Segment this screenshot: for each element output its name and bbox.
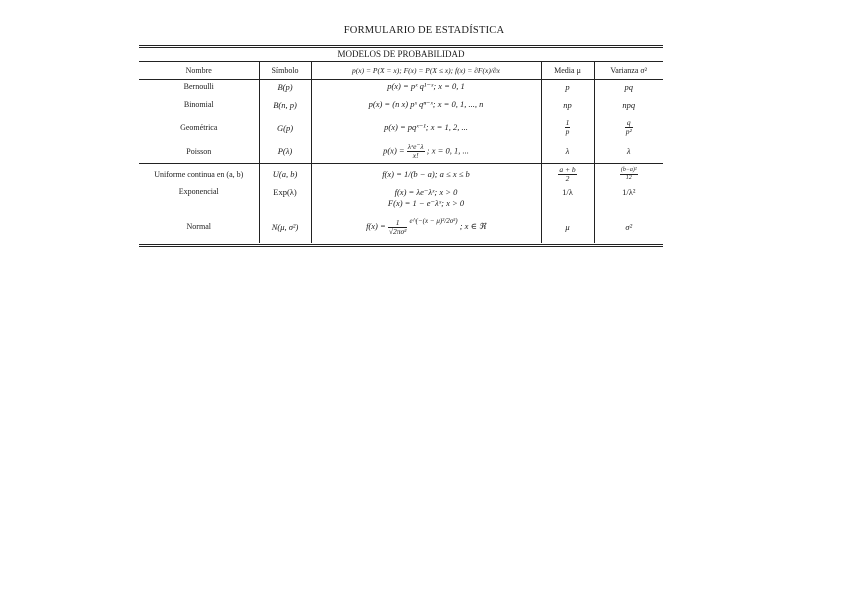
page-title: FORMULARIO DE ESTADÍSTICA	[343, 25, 505, 36]
formula-denominator: x!	[412, 150, 419, 160]
table-row	[139, 116, 663, 140]
row-formula: p(x) = pˣ q¹⁻ˣ; x = 0, 1	[311, 80, 541, 94]
row-media	[541, 116, 594, 140]
formula-denominator: √2πσ²	[388, 226, 407, 236]
row-varianza: λ	[594, 140, 663, 164]
varianza-numerator: (b−a)²	[620, 166, 637, 173]
media-numerator: 1	[565, 118, 570, 127]
table-row	[139, 185, 663, 211]
row-media: λ	[541, 140, 594, 164]
formula-prefix: p(x) =	[383, 145, 405, 156]
row-media: 1/λ	[541, 185, 594, 211]
table-row	[139, 211, 663, 243]
header-nombre: Nombre	[139, 62, 259, 80]
varianza-denominator: 12	[625, 174, 632, 181]
formula-prefix: f(x) =	[366, 221, 386, 232]
formula-numerator: λˣe⁻λ	[407, 141, 424, 151]
header-simbolo: Símbolo	[259, 62, 311, 80]
varianza-denominator: p²	[625, 127, 632, 136]
row-simbolo: Exp(λ)	[259, 185, 311, 211]
row-formula: p(x) = pqˣ⁻¹; x = 1, 2, ...	[311, 116, 541, 140]
row-formula	[311, 185, 541, 211]
media-denominator: p	[565, 127, 570, 136]
table-row	[139, 80, 663, 94]
row-varianza: npq	[594, 94, 663, 116]
row-formula	[311, 140, 541, 164]
row-nombre: Binomial	[183, 100, 214, 109]
row-simbolo: B(p)	[259, 80, 311, 94]
formula-numerator: 1	[388, 219, 408, 228]
row-media: np	[541, 94, 594, 116]
row-simbolo: B(n, p)	[259, 94, 311, 116]
row-simbolo: P(λ)	[259, 140, 311, 164]
formula-suffix: ; x ∈ ℜ	[459, 221, 486, 232]
row-media: μ	[541, 211, 594, 243]
row-nombre: Geométrica	[180, 123, 218, 132]
formula-line-1: f(x) = λe⁻λˣ; x > 0	[394, 186, 458, 197]
probability-models-table	[139, 45, 663, 247]
bottom-double-rule	[139, 244, 663, 247]
table-caption: MODELOS DE PROBABILIDAD	[337, 49, 465, 59]
header-row	[139, 62, 663, 80]
row-nombre: Poisson	[186, 146, 212, 156]
row-simbolo: G(p)	[259, 116, 311, 140]
header-media: Media μ	[541, 62, 594, 80]
row-varianza: 1/λ²	[594, 185, 663, 211]
row-varianza	[594, 116, 663, 140]
row-formula: p(x) = (n x) pˣ qⁿ⁻ˣ; x = 0, 1, ..., n	[311, 94, 541, 116]
row-formula: f(x) = 1/(b − a); a ≤ x ≤ b	[311, 164, 541, 185]
row-nombre: Bernoulli	[183, 82, 214, 92]
media-numerator: a + b	[559, 164, 576, 174]
row-varianza	[594, 164, 663, 185]
row-media	[541, 164, 594, 185]
formula-suffix: ; x = 0, 1, ...	[426, 145, 469, 156]
table-row	[139, 164, 663, 185]
header-varianza: Varianza σ²	[594, 62, 663, 80]
formula-line-2: F(x) = 1 − e⁻λˣ; x > 0	[387, 197, 465, 208]
row-simbolo: U(a, b)	[259, 164, 311, 185]
models-table	[139, 61, 663, 243]
formula-exponent: e^(−(x − μ)²/2σ²)	[409, 217, 458, 226]
header-formula: p(x) = P(X = x); F(x) = P(X ≤ x); f(x) = ∂F(x)/∂x	[311, 62, 541, 80]
varianza-numerator: q	[625, 119, 633, 128]
row-simbolo: N(μ, σ²)	[259, 211, 311, 243]
row-media: p	[541, 80, 594, 94]
row-varianza: σ²	[594, 211, 663, 243]
row-varianza: pq	[594, 80, 663, 94]
table-row	[139, 140, 663, 164]
table-row	[139, 94, 663, 116]
row-nombre: Normal	[186, 222, 211, 231]
media-denominator: 2	[565, 173, 570, 183]
row-nombre: Exponencial	[178, 186, 219, 196]
row-nombre: Uniforme continua en (a, b)	[139, 164, 259, 185]
row-formula	[311, 211, 541, 243]
